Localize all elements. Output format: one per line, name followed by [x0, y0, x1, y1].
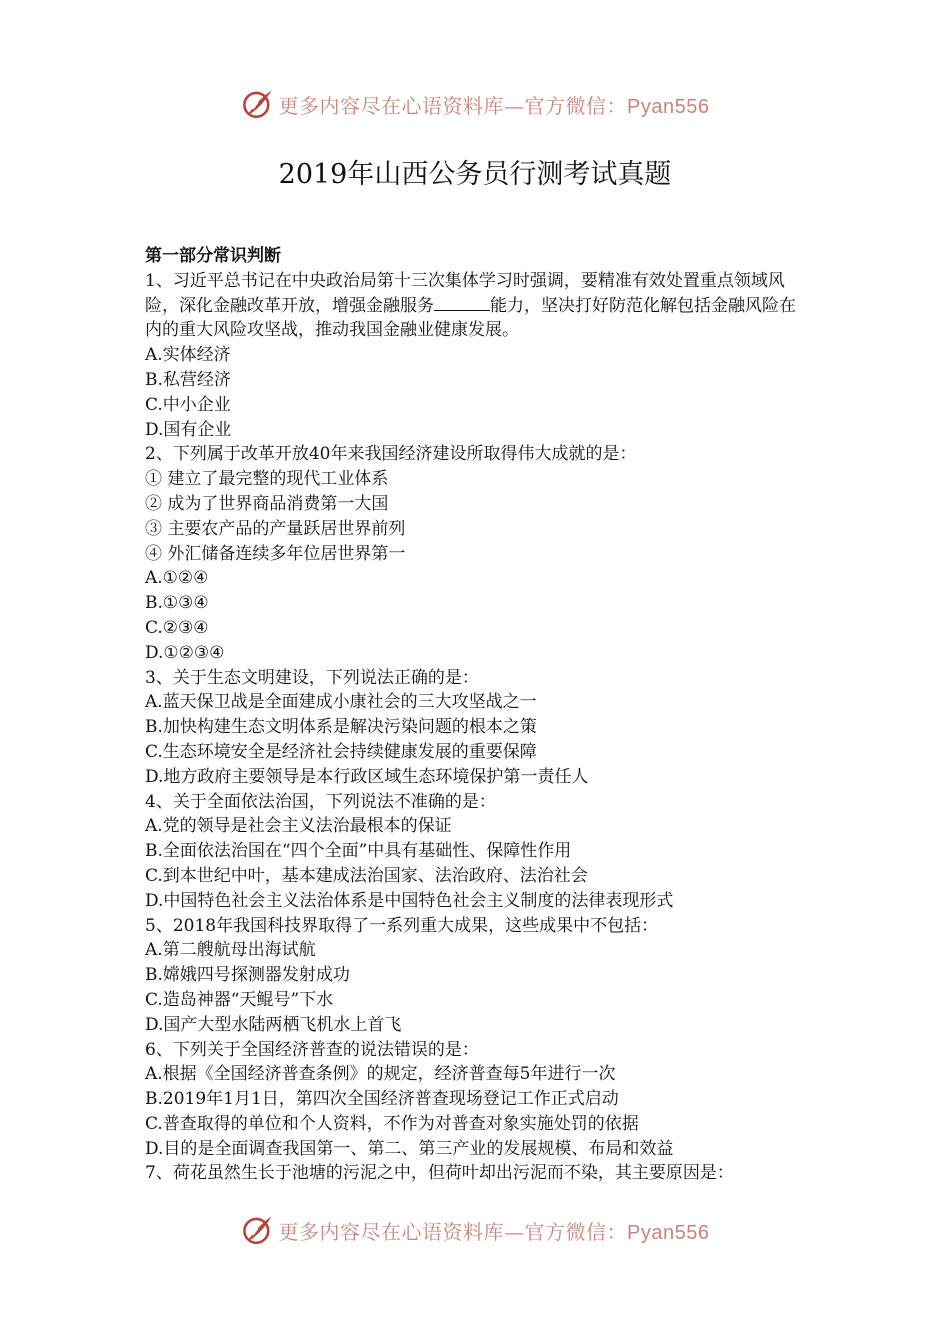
- q3-option-c: C.生态环境安全是经济社会持续健康发展的重要保障: [145, 741, 537, 762]
- q1-option-b: B.私营经济: [145, 369, 231, 390]
- quill-logo-icon: [241, 87, 275, 121]
- q1-option-d: D.国有企业: [145, 419, 232, 440]
- header-banner: [0, 84, 950, 124]
- q2-option-a: A.①②④: [145, 568, 209, 589]
- question-4-stem: 4、关于全面依法治国，下列说法不准确的是：: [145, 791, 496, 812]
- q3-option-d: D.地方政府主要领导是本行政区域生态环境保护第一责任人: [145, 766, 589, 787]
- q5-option-b: B.嫦娥四号探测器发射成功: [145, 965, 350, 986]
- wechat-id: Pyan556: [627, 1221, 710, 1244]
- q5-option-d: D.国产大型水陆两栖飞机水上首飞: [145, 1014, 402, 1035]
- q6-option-a: A.根据《全国经济普查条例》的规定，经济普查每5年进行一次: [145, 1064, 616, 1085]
- q3-option-a: A.蓝天保卫战是全面建成小康社会的三大攻坚战之一: [145, 692, 537, 713]
- question-3-stem: 3、关于生态文明建设，下列说法正确的是：: [145, 667, 479, 688]
- q4-option-b: B.全面依法治国在“四个全面”中具有基础性、保障性作用: [145, 841, 572, 862]
- q2-option-c: C.②③④: [145, 617, 209, 638]
- wechat-id: Pyan556: [627, 95, 710, 118]
- banner-text: 更多内容尽在心语资料库—官方微信：Pyan556: [278, 93, 710, 118]
- banner-text: 更多内容尽在心语资料库—官方微信：Pyan556: [278, 1219, 710, 1244]
- q6-option-d: D.目的是全面调查我国第一、第二、第三产业的发展规模、布局和效益: [145, 1138, 674, 1159]
- q5-option-a: A.第二艘航母出海试航: [145, 940, 316, 961]
- q2-option-d: D.①②③④: [145, 642, 225, 663]
- q2-item-4: ④ 外汇储备连续多年位居世界第一: [145, 543, 406, 564]
- q1-option-a: A.实体经济: [145, 345, 231, 366]
- q6-option-c: C.普查取得的单位和个人资料，不作为对普查对象实施处罚的依据: [145, 1113, 639, 1134]
- q4-option-d: D.中国特色社会主义法治体系是中国特色社会主义制度的法律表现形式: [145, 890, 674, 911]
- page-title: 2019年山西公务员行测考试真题: [278, 159, 672, 190]
- question-5-stem: 5、2018年我国科技界取得了一系列重大成果，这些成果中不包括：: [145, 915, 659, 936]
- document-body: [145, 244, 810, 1186]
- quill-logo-icon: [241, 1213, 275, 1247]
- question-7-stem: 7、荷花虽然生长于池塘的污泥之中，但荷叶却出污泥而不染，其主要原因是：: [145, 1163, 734, 1184]
- q4-option-a: A.党的领导是社会主义法治最根本的保证: [145, 816, 452, 837]
- q6-option-b: B.2019年1月1日，第四次全国经济普查现场登记工作正式启动: [145, 1089, 619, 1110]
- footer-banner: [0, 1210, 950, 1250]
- section-title: 第一部分常识判断: [145, 246, 281, 266]
- question-6-stem: 6、下列关于全国经济普查的说法错误的是：: [145, 1039, 479, 1060]
- question-1-stem: 1、习近平总书记在中央政治局第十三次集体学习时强调，要精准有效处置重点领域风险，深化金融改革开放，增强金融服务 能力，坚决打好防范化解包括金融风险在内的重大风险攻坚战，推动我国金融业健康发展。: [145, 270, 796, 341]
- q2-item-1: ① 建立了最完整的现代工业体系: [145, 469, 389, 490]
- q2-item-2: ② 成为了世界商品消费第一大国: [145, 493, 389, 514]
- q2-option-b: B.①③④: [145, 593, 209, 614]
- q4-option-c: C.到本世纪中叶，基本建成法治国家、法治政府、法治社会: [145, 865, 588, 886]
- q3-option-b: B.加快构建生态文明体系是解决污染问题的根本之策: [145, 717, 537, 738]
- question-2-stem: 2、下列属于改革开放40年来我国经济建设所取得伟大成就的是：: [145, 444, 637, 465]
- q1-option-c: C.中小企业: [145, 394, 231, 415]
- q2-item-3: ③ 主要农产品的产量跃居世界前列: [145, 518, 406, 539]
- q5-option-c: C.造岛神器“天鲲号”下水: [145, 989, 334, 1010]
- answer-blank: [434, 294, 490, 311]
